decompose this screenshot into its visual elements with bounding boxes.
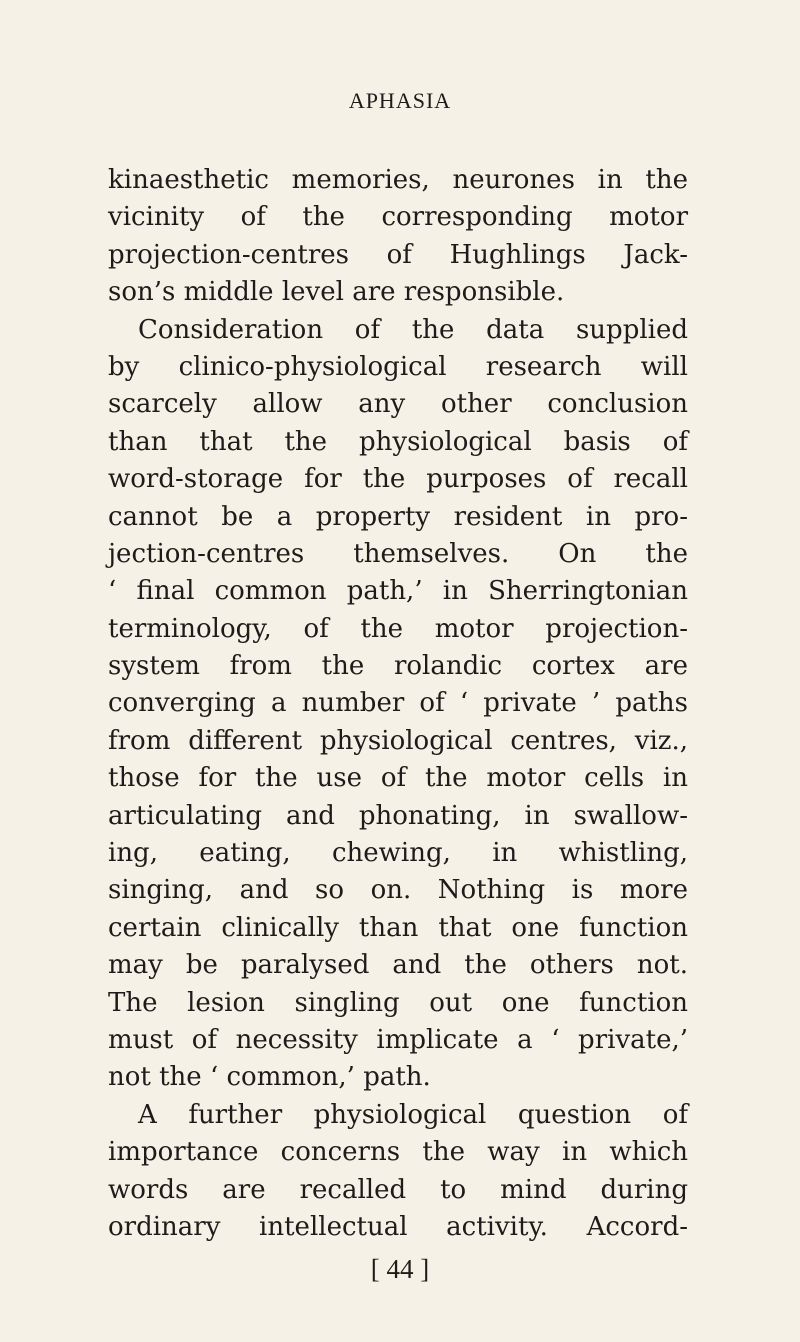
text-line: kinaesthetic memories, neurones in the — [108, 165, 688, 195]
text-line: Consideration of the data supplied — [138, 314, 688, 345]
text-line: converging a number of ‘ private ’ paths — [108, 688, 688, 719]
paragraph-2 — [108, 312, 688, 1097]
running-head: APHASIA — [348, 88, 452, 113]
text-line: scarcely allow any other conclusion — [108, 389, 688, 420]
text-line: vicinity of the corresponding motor — [108, 202, 688, 233]
text-line: system from the rolandic cortex are — [108, 651, 688, 682]
text-line: ‘ final common path,’ in Sherringtonian — [108, 576, 688, 607]
text-line: from different physiological centres, viz., — [108, 725, 688, 756]
text-line: must of necessity implicate a ‘ private,’ — [108, 1024, 688, 1055]
text-line: importance concerns the way in which — [108, 1137, 688, 1168]
text-line: words are recalled to mind during — [108, 1174, 688, 1205]
text-line: son’s middle level are responsible. — [108, 277, 565, 308]
text-line: cannot be a property resident in pro- — [108, 501, 688, 532]
body-text — [108, 162, 688, 1246]
text-line: word-storage for the purposes of recall — [108, 464, 688, 495]
text-line: projection-centres of Hughlings Jack- — [108, 239, 688, 270]
text-line: terminology, of the motor projection- — [108, 613, 688, 644]
text-line: not the ‘ common,’ path. — [108, 1062, 431, 1093]
page-number: [ 44 ] — [370, 1254, 430, 1284]
text-line: by clinico-physiological research will — [108, 351, 688, 382]
text-line: jection-centres themselves. On the — [108, 538, 688, 569]
text-line: ing, eating, chewing, in whistling, — [108, 838, 688, 869]
text-line: those for the use of the motor cells in — [108, 763, 688, 794]
paragraph-3 — [108, 1097, 688, 1247]
text-line: certain clinically than that one function — [108, 912, 688, 943]
text-line: The lesion singling out one function — [108, 987, 688, 1018]
paragraph-1 — [108, 162, 688, 312]
text-line: articulating and phonating, in swallow- — [108, 800, 688, 831]
text-line: singing, and so on. Nothing is more — [108, 875, 688, 906]
text-line: may be paralysed and the others not. — [108, 950, 688, 981]
text-line: ordinary intellectual activity. Accord- — [108, 1211, 688, 1242]
text-line: than that the physiological basis of — [108, 426, 688, 457]
text-line: A further physiological question of — [138, 1099, 688, 1130]
